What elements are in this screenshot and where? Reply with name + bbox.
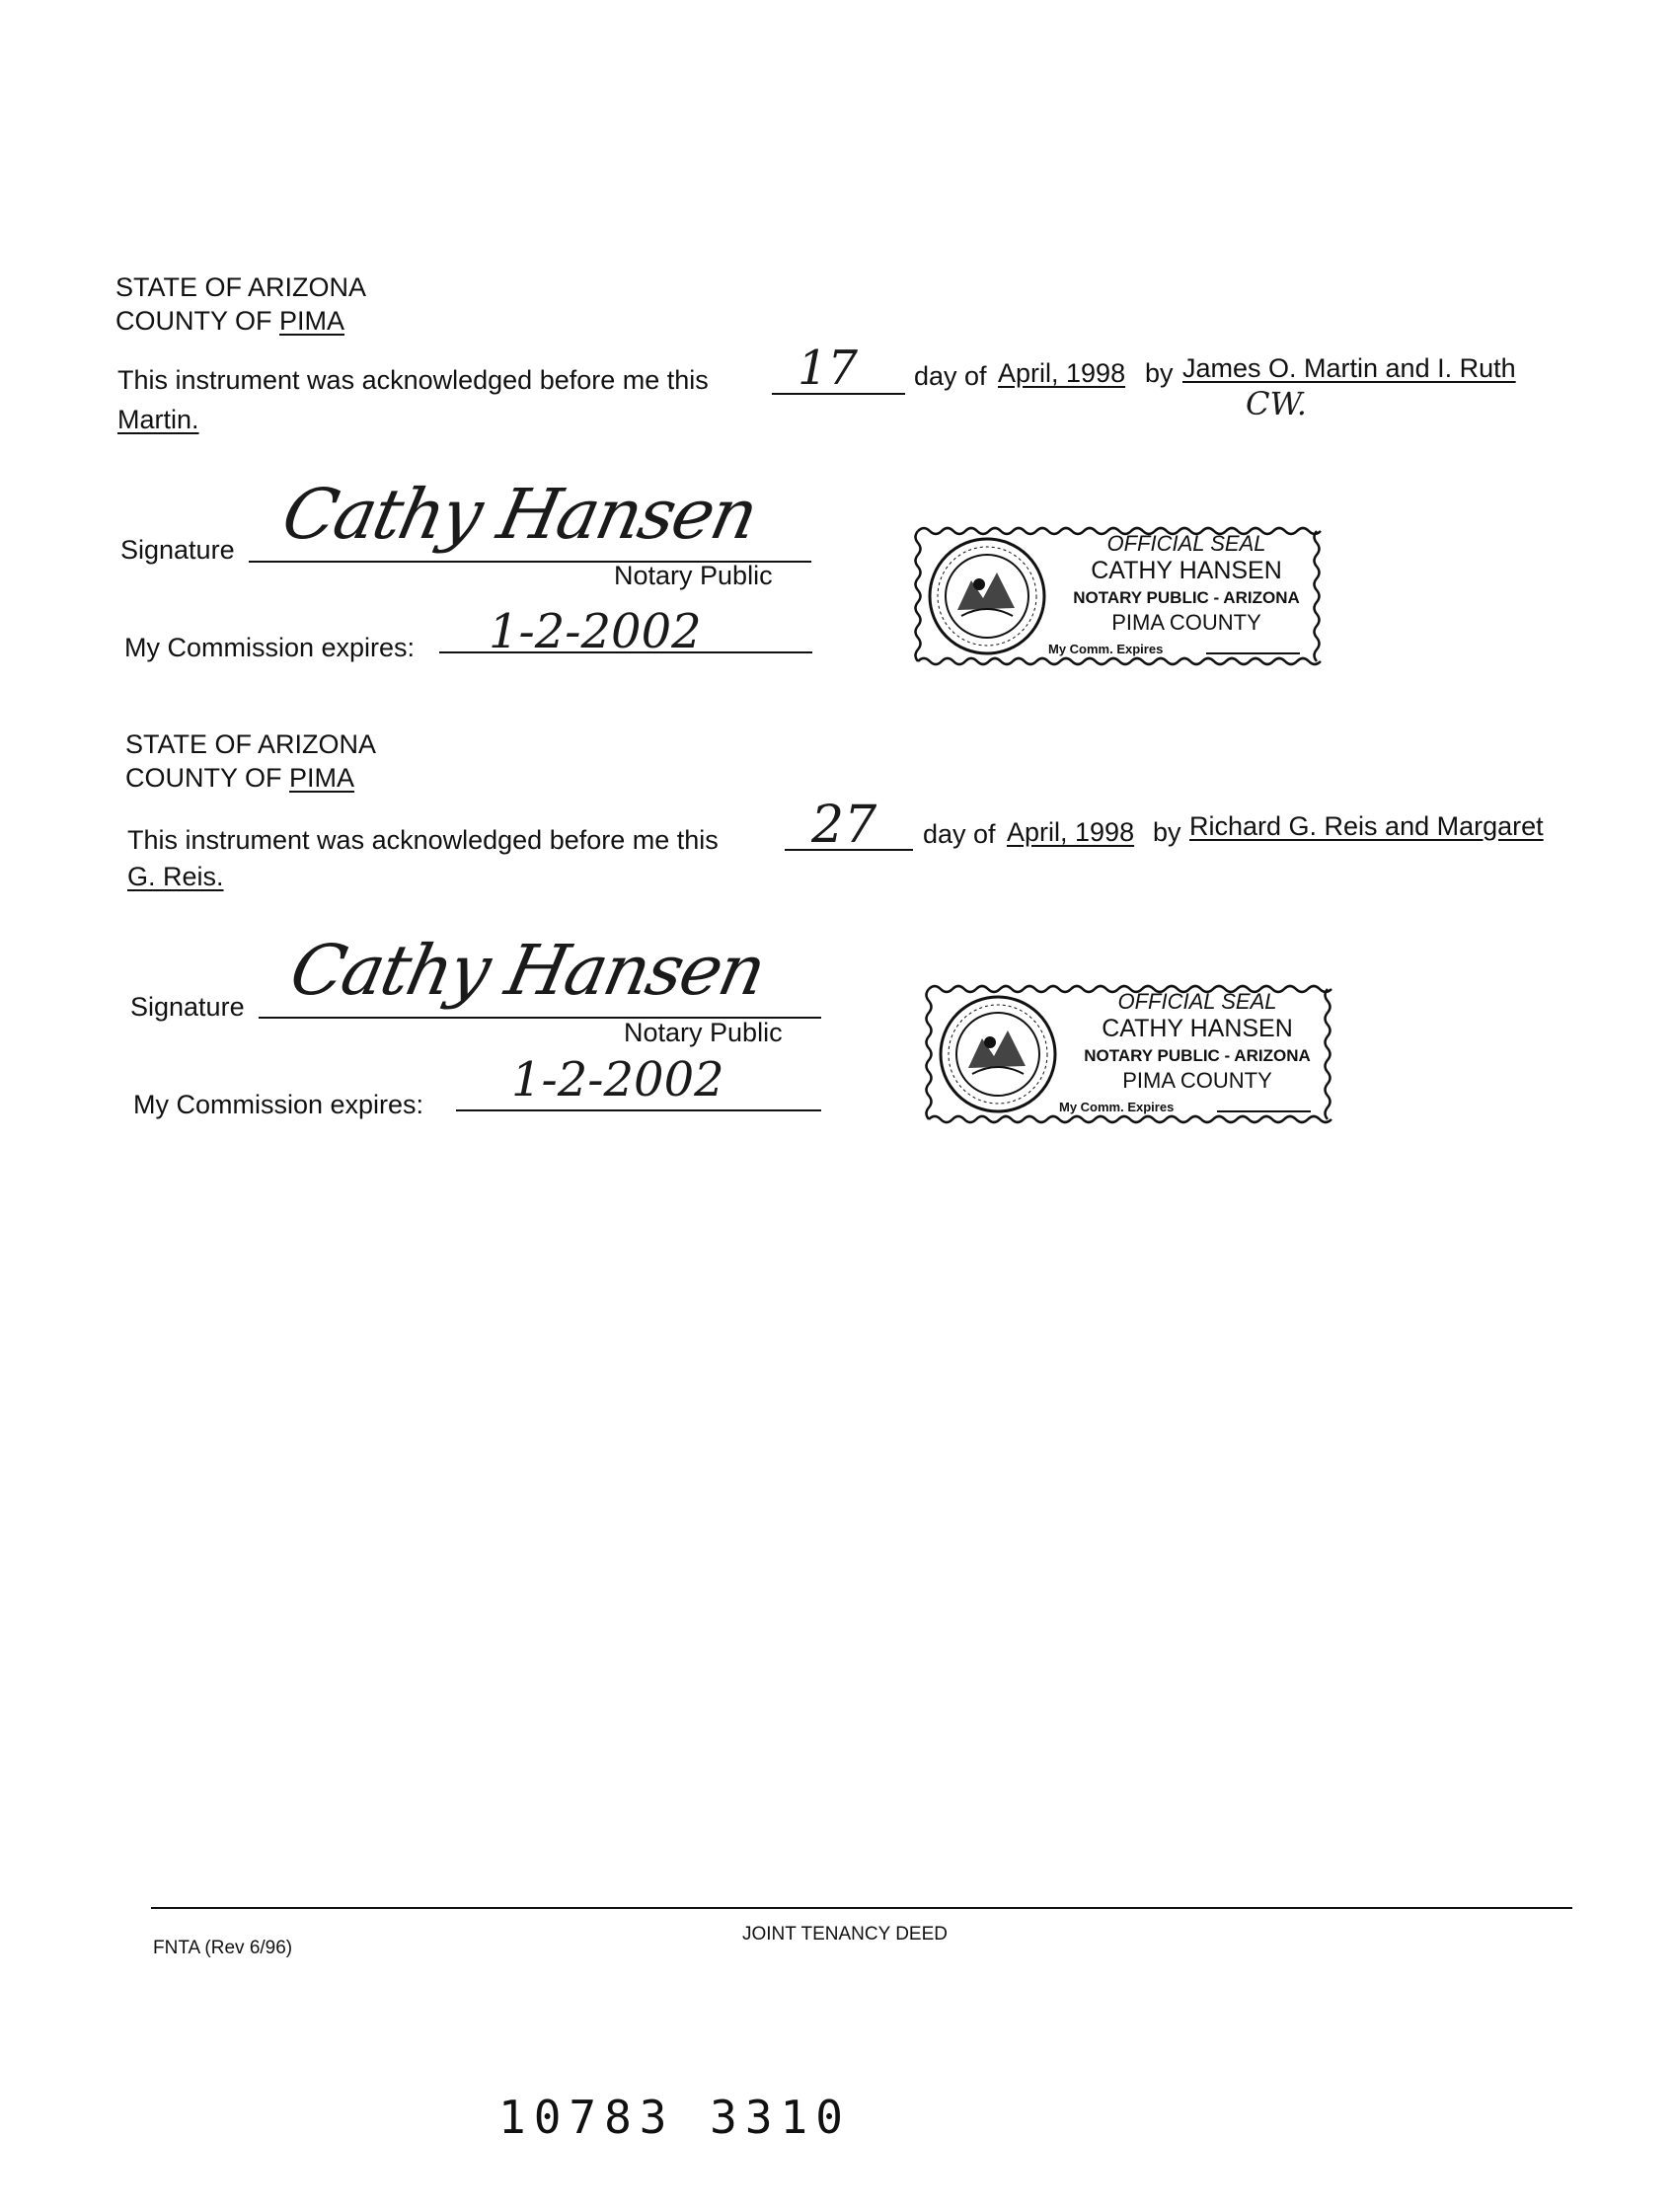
commission-label: My Commission expires: — [124, 633, 416, 662]
seal-title: OFFICIAL SEAL — [1106, 531, 1266, 556]
notary-public-label: Notary Public — [614, 561, 773, 590]
county-name: PIMA — [289, 763, 355, 793]
footer-rule — [151, 1907, 1572, 1909]
handwritten-commission-date: 1-2-2002 — [489, 604, 702, 659]
commission-label: My Commission expires: — [133, 1090, 424, 1119]
seal-county: PIMA COUNTY — [1111, 610, 1261, 635]
signer-names-cont: Martin. — [117, 405, 199, 434]
handwritten-day: 27 — [811, 796, 877, 855]
county-heading — [115, 308, 344, 335]
seal-expires-label: My Comm. Expires — [1059, 1100, 1175, 1114]
by-label: by — [1153, 817, 1181, 847]
document-type: JOINT TENANCY DEED — [742, 1924, 948, 1945]
day-of-label: day of — [914, 361, 987, 391]
official-seal-1 — [910, 521, 1325, 669]
state-heading: STATE OF ARIZONA — [115, 272, 367, 302]
handwritten-signature: Cathy Hansen — [275, 474, 764, 555]
signature-label: Signature — [130, 992, 245, 1022]
seal-notary-state: NOTARY PUBLIC - ARIZONA — [1073, 588, 1300, 607]
official-seal-2 — [921, 979, 1335, 1127]
by-label: by — [1145, 358, 1174, 388]
handwritten-day: 17 — [798, 341, 859, 396]
county-heading — [125, 765, 354, 792]
seal-notary-state: NOTARY PUBLIC - ARIZONA — [1084, 1046, 1311, 1065]
acknowledgment-date: April, 1998 — [998, 358, 1126, 388]
signature-label: Signature — [120, 535, 235, 565]
notary-public-label: Notary Public — [624, 1018, 783, 1047]
county-prefix: COUNTY OF — [125, 763, 290, 793]
handwritten-initials: CW. — [1246, 385, 1307, 422]
seal-expires-label: My Comm. Expires — [1048, 642, 1164, 656]
county-name: PIMA — [279, 306, 345, 336]
state-heading: STATE OF ARIZONA — [125, 729, 377, 759]
acknowledgment-text: This instrument was acknowledged before me this — [127, 825, 719, 855]
county-prefix: COUNTY OF — [115, 306, 280, 336]
seal-notary-name: CATHY HANSEN — [1091, 557, 1282, 584]
commission-line — [456, 1109, 821, 1111]
seal-title: OFFICIAL SEAL — [1117, 989, 1277, 1014]
document-number: 10783 3310 — [498, 2091, 851, 2144]
signer-names: Richard G. Reis and Margaret — [1189, 811, 1544, 841]
signer-names: James O. Martin and I. Ruth — [1182, 353, 1516, 383]
handwritten-signature: Cathy Hansen — [283, 930, 772, 1011]
acknowledgment-text: This instrument was acknowledged before me this — [117, 365, 709, 395]
seal-county: PIMA COUNTY — [1122, 1068, 1272, 1093]
signer-names-cont: G. Reis. — [127, 862, 224, 891]
acknowledgment-date: April, 1998 — [1007, 817, 1135, 847]
form-id: FNTA (Rev 6/96) — [153, 1938, 293, 1958]
seal-notary-name: CATHY HANSEN — [1102, 1015, 1293, 1042]
handwritten-commission-date: 1-2-2002 — [511, 1052, 724, 1107]
day-of-label: day of — [923, 819, 996, 849]
